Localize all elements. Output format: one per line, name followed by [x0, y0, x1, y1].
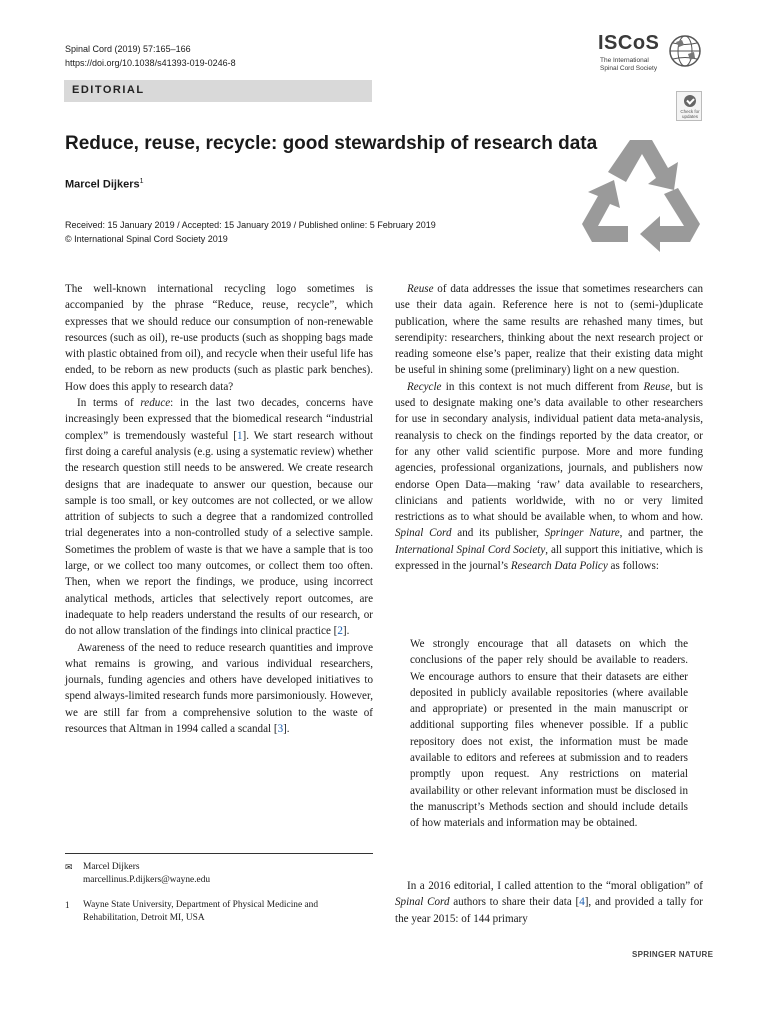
- publisher-logo[interactable]: SPRINGER NATURE: [632, 950, 714, 959]
- logo-subtitle: [600, 57, 657, 72]
- recycle-icon: [578, 138, 704, 262]
- logo-sub-line-1: The International: [600, 57, 649, 64]
- text-run: ].: [342, 625, 350, 638]
- corresponding-name: Marcel Dijkers: [83, 862, 140, 872]
- copyright-line: © International Spinal Cord Society 2019: [65, 234, 228, 244]
- text-run: of data addresses the issue that sometimes researchers can use their data again. Reference here is not to (semi-)duplicate publication, where the same results are rehashed many times, but serendipity: researchers, thinking about the next research project or reading someone else’s paper, realize that their existing data might be useful in shining some (preliminary) light on a new question.: [395, 283, 703, 377]
- body-column-left: [65, 281, 373, 737]
- text-run: ], and provided a tally for the year 2015: of 144 primary: [395, 896, 703, 925]
- reference-link[interactable]: 1: [236, 429, 243, 442]
- text-run: ]. We start research without first doing a careful analysis (e.g. using a systematic review) whether the research question still needs to be answered. We create research designs that are inadequate to answer our question, because our sample is too small, or key outcomes are not collected, or we allow attrition of subjects to such a degree that a randomized controlled trial degenerates into a non-controlled study of a selective sample. Sometimes the problem of waste is that we have a sample that is too large, or we collect too many outcomes, or collect them too often. Then, when we report the findings, we produce, using incorrect analytical methods, articles that selectively report outcomes, are inadequate to help readers understand the results of our research, or do not allow translation of the findings into clinical practice [: [65, 429, 373, 638]
- text-run: as follows:: [607, 560, 659, 573]
- text-run: In a 2016 editorial, I called attention to the “moral obligation” of: [407, 880, 703, 892]
- history-dates: Received: 15 January 2019 / Accepted: 15 January 2019 / Published online: 5 February 2019: [65, 220, 436, 230]
- paragraph: The well-known international recycling logo sometimes is accompanied by the phrase “Reduce, reuse, recycle”, which expresses that we should reduce our consumption of non-renewable resources (such as oil), re-use products (such as shopping bags made with plastic obtained from oil), and recycle when their useful life has ended, to be reborn as new products (such as plastic park benches). How does this apply to research data?: [65, 283, 373, 393]
- footnote: [65, 861, 373, 925]
- emphasis: Reuse: [407, 283, 434, 295]
- body-column-right: [395, 281, 703, 574]
- corresponding-author: [65, 861, 373, 887]
- emphasis: reduce: [140, 397, 171, 410]
- journal-citation: [65, 42, 236, 70]
- citation-line: Spinal Cord (2019) 57:165–166: [65, 44, 191, 54]
- emphasis: Reuse: [643, 380, 670, 393]
- emphasis: Spinal Cord: [395, 896, 450, 909]
- author-line: [65, 178, 144, 191]
- emphasis: Springer Nature: [544, 527, 620, 540]
- reference-link[interactable]: 4: [579, 896, 585, 909]
- envelope-icon: ✉: [65, 862, 73, 872]
- text-run: and its publisher,: [451, 527, 545, 540]
- text-run: , but is used to designate making one’s data available to other researchers for use in secondary analysis, individual patient data meta-analysis, reanalysis to check on the findings reported by the data creator, or for any other valid scientific purpose. More and more funding agencies, professional organizations, journals, and publishers now endorse Open Data—making ‘raw’ data available to researchers, clinicians and patients worldwide, with no or very limited restrictions as to what should be available when, to whom and how.: [395, 380, 703, 524]
- emphasis: Recycle: [407, 380, 442, 393]
- logo-brand: ISCoS: [598, 32, 660, 54]
- paragraph: [65, 395, 373, 639]
- iscos-logo[interactable]: [598, 32, 704, 76]
- text-run: authors to share their data [: [449, 896, 580, 909]
- footnote-divider: [65, 853, 373, 854]
- paragraph: [395, 281, 703, 379]
- paragraph: [395, 379, 703, 575]
- text-run: In terms of: [77, 397, 141, 410]
- publication-dates: [65, 218, 436, 246]
- section-label-bar: [64, 80, 372, 102]
- check-icon: [684, 95, 696, 107]
- check-for-updates-badge[interactable]: [676, 91, 702, 121]
- text-run: in this context is not much different from: [441, 380, 644, 393]
- text-run: ].: [283, 723, 290, 736]
- emphasis: Research Data Policy: [510, 560, 608, 573]
- check-badge-label: Check for updates: [680, 109, 700, 119]
- paragraph: [395, 878, 703, 927]
- corresponding-email[interactable]: marcellinus.P.dijkers@wayne.edu: [83, 875, 211, 885]
- reference-link[interactable]: 3: [277, 723, 284, 736]
- reference-link[interactable]: 2: [337, 625, 343, 638]
- article-title: Reduce, reuse, recycle: good stewardship of research data: [65, 133, 598, 154]
- affiliation: [65, 899, 373, 925]
- section-label: EDITORIAL: [72, 84, 145, 96]
- emphasis: International Spinal Cord Society: [395, 543, 546, 556]
- author-affiliation-mark: 1: [139, 178, 144, 185]
- text-run: , and partner, the: [619, 527, 704, 540]
- affiliation-number: 1: [65, 900, 70, 910]
- emphasis: Spinal Cord: [395, 527, 452, 540]
- text-run: , all support this initiative, which is expressed in the journal’s: [395, 543, 703, 573]
- affiliation-text: Wayne State University, Department of Physical Medicine and Rehabilitation, Detroit MI, USA: [83, 900, 319, 923]
- block-quote: We strongly encourage that all datasets on which the conclusions of the paper rely should be available to readers. We encourage authors to ensure that their datasets are either deposited in publicly available repositories (where available and appropriate) or presented in the main manuscript or additional supporting files whenever possible. If a public repository does not exist, the information must be made available to editors and referees at submission and to readers promptly upon request. Any restrictions on material availability or other relevant information must be disclosed in the manuscript’s Methods section and should include details of how materials and information may be obtained.: [410, 638, 688, 830]
- paragraph: [65, 640, 373, 738]
- globe-icon: [668, 34, 702, 68]
- author-name[interactable]: Marcel Dijkers: [65, 178, 140, 191]
- text-run: Awareness of the need to reduce research quantities and improve what remains is growing, and various individual researchers, journals, funding agencies and others have developed initiatives to spend always-limited research funds more parsimoniously. However, we are still far from a comprehensive solution to the waste of resources that Altman in 1994 called a scandal [: [65, 641, 373, 736]
- doi-link[interactable]: https://doi.org/10.1038/s41393-019-0246-8: [65, 58, 236, 68]
- logo-sub-line-2: Spinal Cord Society: [600, 64, 658, 72]
- text-run: : in the last two decades, concerns have increasingly been expressed that the biomedical research “industrial complex” is tremendously wasteful [: [65, 397, 373, 442]
